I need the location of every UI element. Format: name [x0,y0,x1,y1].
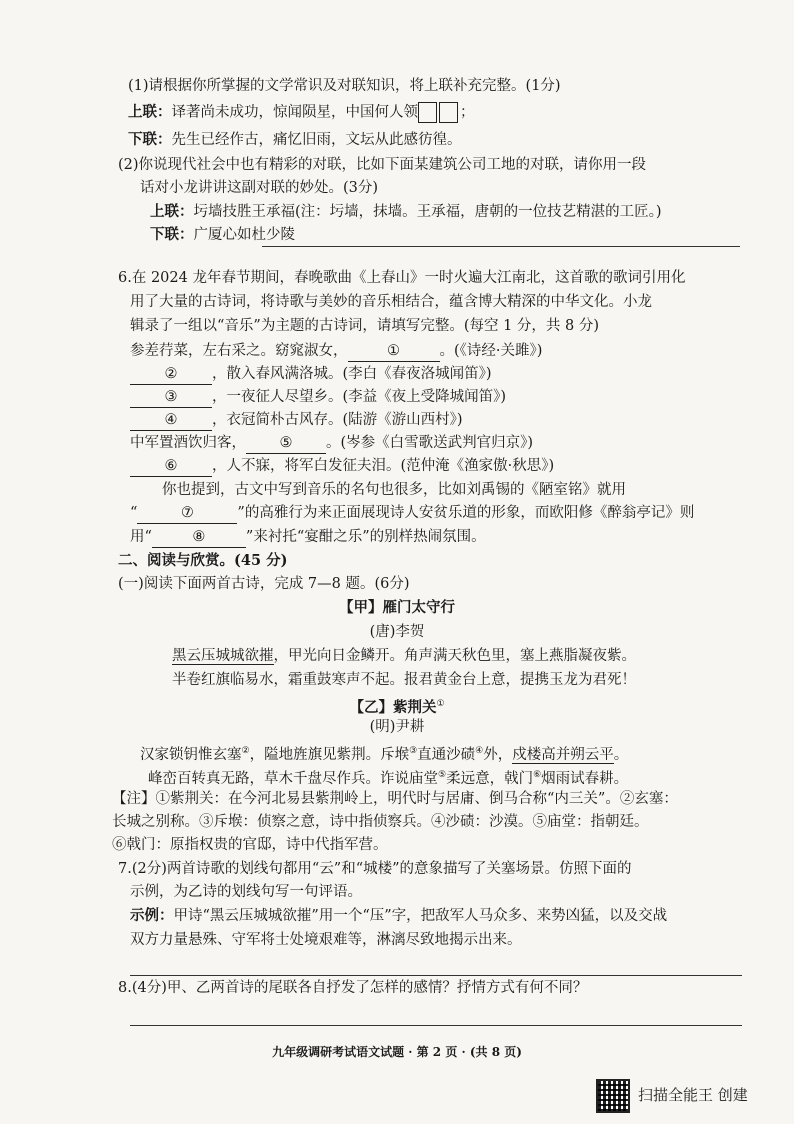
q6-item-8 [130,503,694,524]
answer-line[interactable] [262,246,740,247]
q5-part2-a: (2)你说现代社会中也有精彩的对联，比如下面某建筑公司工地的对联，请你用一段 [118,157,647,173]
q7-line-1: 7.(2分)两首诗歌的划线句都用“云”和“城楼”的意象描写了关塞场景。仿照下面的 [118,861,632,877]
q6-item-7: 你也提到，古文中写到音乐的名句也很多，比如刘禹锡的《陋室铭》就用 [162,482,626,498]
shanglian2-text: 圬墙技胜王承福(注：圬墙，抹墙。王承福，唐朝的一位技艺精湛的工匠。) [193,204,662,220]
underlined-line: 戍楼高并朔云平 [512,746,614,763]
q6-intro-3: 辑录了一组以“音乐”为主题的古诗词，请填写完整。(每空 1 分，共 8 分) [130,318,600,334]
footnote-mark: ⑥ [533,770,542,780]
xialian2-text: 广厦心如杜少陵 [193,227,295,243]
q5-xialian [128,130,462,150]
q5-part1: (1)请根据你所掌握的文学常识及对联知识，将上联补充完整。(1分) [128,78,561,94]
poem-b-line-1 [140,741,628,765]
q6-item-1 [130,341,542,362]
footnote-mark: ④ [475,746,484,756]
fill-blank-8[interactable]: ⑧ [152,527,246,548]
poem-a-title: 【甲】雁门太守行 [339,599,455,616]
question-text: ”来衬托“宴酣之乐”的别样热闹氛围。 [245,529,486,545]
q7-example-1 [130,906,667,926]
q5-shanglian2 [150,202,662,222]
notes-line-3: ⑥戟门：原指权贵的官邸，诗中代指军营。 [112,837,388,853]
poem-source: 。(岑参《白雪歌送武判官归京》) [326,435,534,451]
xialian-text: 先生已经作古，痛忆旧雨，文坛从此感彷徨。 [171,132,462,148]
poem-title-text: 【乙】紫荆关 [349,698,437,716]
q5-shanglian [128,102,475,123]
answer-box[interactable] [439,102,458,123]
poem-a-line-2: 半卷红旗临易水，霜重鼓寒声不起。报君黄金台上意，提携玉龙为君死！ [172,672,636,688]
poem-text: ，一夜征人尽望乡。(李益《夜上受降城闻笛》) [212,389,507,405]
notes-line-1: 【注】①紫荆关：在今河北易县紫荆岭上，明代时与居庸、倒马合称“内三关”。②玄塞： [112,791,678,807]
footnote-mark: ③ [409,746,418,756]
quote-open: 用“ [130,529,152,545]
example-label: 示例： [130,907,174,924]
scanner-watermark: 扫描全能王 创建 [638,1086,748,1104]
poem-text: 。 [613,746,629,763]
shanglian-end: ； [460,104,475,121]
fill-blank-6[interactable]: ⑥ [130,456,212,477]
poem-text: ，衣冠简朴古风存。(陆游《游山西村》) [212,412,463,428]
quote-open: “ [130,505,138,521]
poem-text: 峰峦百转真无路，草木千盘尽作兵。诈说庙堂 [148,770,438,787]
xialian-label: 下联： [128,131,172,148]
notes-line-2: 长城之别称。③斥堠：侦察之意，诗中指侦察兵。④沙碛：沙漠。⑤庙堂：指朝廷。 [112,814,649,830]
poem-text: 汉家锁钥惟玄塞 [140,746,242,763]
footnote-mark: ② [241,746,250,756]
poem-b-line-2 [148,765,628,789]
page-footer: 九年级调研考试语文试题 · 第 2 页 · (共 8 页) [272,1045,522,1059]
poem-b-author: (明)尹耕 [369,719,425,735]
q8-line-1: 8.(4分)甲、乙两首诗的尾联各自抒发了怎样的感情？抒情方式有何不同？ [118,980,588,996]
q7-line-2: 示例，为乙诗的划线句写一句评语。 [130,884,362,900]
shanglian-text: 译著尚未成功，惊闻陨星，中国何人领 [171,104,418,121]
answer-line[interactable] [130,975,742,976]
shanglian2-label: 上联： [150,203,194,220]
poem-text: 外， [483,746,513,763]
shanglian-label: 上联： [128,103,172,121]
underlined-line: 黑云压城城欲摧 [172,648,274,664]
footnote-mark: ① [436,699,445,709]
q6-item-3 [130,387,506,408]
poem-text: 烟雨试春耕。 [541,770,629,787]
q6-item-6 [130,456,554,477]
poem-text: 中军置酒饮归客， [130,435,246,451]
poem-source: 。(《诗经·关雎》) [439,343,543,359]
qr-code-icon [596,1079,630,1113]
poem-a-author: (唐)李贺 [369,624,425,640]
poem-text: ，隘地旌旗见紫荆。斥堠 [249,746,410,763]
q6-intro-1: 6.在 2024 龙年春节期间，春晚歌曲《上春山》一时火遍大江南北，这首歌的歌词引用化 [118,270,686,286]
footnote-mark: ⑤ [438,770,447,780]
example-text: 甲诗“黑云压城城欲摧”用一个“压”字，把敌军人马众多、来势凶猛，以及交战 [173,908,668,924]
poem-text: ，散入春风满洛城。(李白《春夜洛城闻笛》) [212,366,492,382]
q5-part2-b: 话对小龙讲讲这副对联的妙处。(3分) [140,180,379,196]
section-title: 二、阅读与欣赏。(45 分) [118,552,288,569]
fill-blank-4[interactable]: ④ [130,410,212,431]
q6-item-2 [130,364,492,385]
q6-intro-2: 用了大量的古诗词，将诗歌与美妙的音乐相结合，蕴含博大精深的中华文化。小龙 [130,294,652,310]
fill-blank-1[interactable]: ① [348,341,440,362]
xialian2-label: 下联： [150,226,194,243]
fill-blank-5[interactable]: ⑤ [246,433,326,454]
answer-box[interactable] [418,102,437,123]
fill-blank-3[interactable]: ③ [130,387,212,408]
q6-item-5 [130,433,533,454]
fill-blank-7[interactable]: ⑦ [137,503,237,524]
poem-a-line-1 [172,646,636,666]
section-subtitle: (一)阅读下面两首古诗，完成 7—8 题。(6分) [118,576,410,592]
poem-text: ，人不寐，将军白发征夫泪。(范仲淹《渔家傲·秋思》) [212,458,555,474]
poem-text: 直通沙碛 [417,746,476,763]
q6-item-4 [130,410,463,431]
q7-example-2: 双方力量悬殊、守军将士处境艰难等，淋漓尽致地揭示出来。 [130,932,522,948]
fill-blank-2[interactable]: ② [130,364,212,385]
answer-line[interactable] [130,1025,742,1026]
q5-xialian2 [150,225,295,245]
poem-text: 参差荇菜，左右采之。窈窕淑女， [130,343,348,359]
poem-text: ，甲光向日金鳞开。角声满天秋色里，塞上燕脂凝夜紫。 [273,648,636,664]
poem-b-title [0,694,794,718]
question-text: ”的高雅行为来正面展现诗人安贫乐道的形象，而欧阳修《醉翁亭记》则 [237,505,695,521]
poem-text: 柔远意，戟门 [446,770,534,787]
q6-item-9 [130,527,486,548]
